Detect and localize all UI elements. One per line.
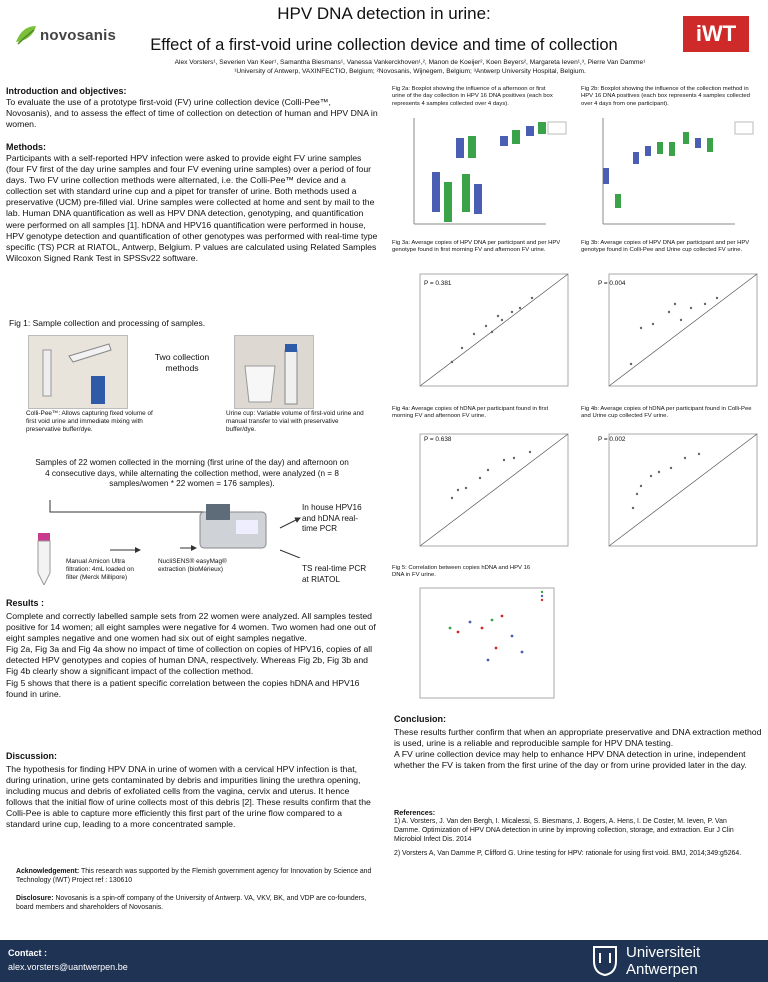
references-heading: References: bbox=[394, 808, 436, 817]
poster-title-line1: HPV DNA detection in urine: bbox=[277, 4, 491, 23]
fig3b-caption: Fig 3b: Average copies of HPV DNA per participant and per HPV genotype found in Colli-Pee and Urine cup collected FV urine. bbox=[581, 240, 750, 254]
author-list: Alex Vorsters¹, Severien Van Keer¹, Samantha Biesmans¹, Vanessa Vankerckhoven¹,², Manon de Koeijer², Koen Beyers², Margareta Ieven¹,³, Pierre Van Damme¹ bbox=[174, 59, 646, 66]
fig3b-pvalue: P = 0.004 bbox=[598, 280, 626, 287]
acknowledgement-text: This research was supported by the Flemish government agency for Innovation by Science and Technology (IWT) Project ref : 130610 bbox=[16, 868, 372, 884]
fig4b-caption: Fig 4b: Average copies of hDNA per participant found in Colli-Pee and Urine cup collected FV urine. bbox=[581, 406, 752, 420]
ts-pcr-label: TS real-time PCR at RIATOL bbox=[302, 564, 367, 584]
discussion-heading: Discussion: bbox=[6, 751, 58, 761]
reference-2: 2) Vorsters A, Van Damme P, Clifford G. Urine testing for HPV: rationale for using first void. BMJ, 2014;349:g5264. bbox=[394, 850, 742, 857]
nuclisens-label: NucliSENS® easyMag® extraction (bioMérieux) bbox=[158, 558, 227, 573]
fig5-scatter bbox=[392, 582, 570, 710]
collipee-photo bbox=[28, 335, 128, 409]
iwt-logo: iWT bbox=[683, 16, 749, 52]
intro-text: To evaluate the use of a prototype first-void (FV) urine collection device (Colli-Pee™, Novosanis), and to assess the effect of time of collection on detection of human and HPV DNA in women. bbox=[6, 97, 378, 130]
contact-label: Contact : bbox=[8, 948, 47, 958]
extraction-machine-image bbox=[196, 498, 270, 552]
affiliations: ¹University of Antwerp, VAXINFECTIO, Belgium; ²Novosanis, Wijnegem, Belgium; ³Antwerp University Hospital, Belgium. bbox=[234, 68, 586, 75]
two-methods-label: Two collection methods bbox=[154, 352, 210, 374]
fig5-caption: Fig 5: Correlation between copies hDNA and HPV 16 DNA in FV urine. bbox=[392, 565, 531, 579]
authors bbox=[150, 58, 670, 76]
discussion-text: The hypothesis for finding HPV DNA in urine of women with a cervical HPV infection is that, during urination, urine gets contaminated by debris and impurities lining the urethra opening, including mucus and debris of exfoliated cells from the vagina, cervix and uterus. It hence follows that the initial flow of urine collects most of this debris [2]. These results confirm that the Colli-Pee is able to capture more efficiently this first part of the urine flow compared to a standard urine cup, leading to a more concentrated sample. bbox=[6, 764, 371, 830]
collipee-note: Colli-Pee™: Allows capturing fixed volume of first void urine and immediate mixing with preservative buffer/dye. bbox=[26, 410, 153, 433]
fig2a-boxplot bbox=[392, 112, 570, 236]
process-flow-arrows bbox=[20, 488, 320, 558]
contact-email[interactable]: alex.vorsters@uantwerpen.be bbox=[8, 962, 128, 972]
fig4b-scatter bbox=[581, 428, 761, 562]
disclosure-text: Novosanis is a spin-off company of the University of Antwerp. VA, VKV, BK, and VDP are co-founders, board members and shareholders of Novosanis. bbox=[16, 895, 367, 911]
methods-text: Participants with a self-reported HPV infection were asked to provide eight FV urine samples (four FV first of the day urine samples and four FV evening urine samples) over a period of four days. Two FV urine collection methods were alternated, i.e. the Colli-Pee™ device and a collection set with standard urine cup and a pipet for transfer of urine. Both methods used a preservative (UCM) pre-filled vial. Urine samples were collected at home and sent by mail to the lab. Human DNA quantification as well as HPV DNA detection, genotyping, and quantification were performed on all samples [1]. hDNA and HPV16 quantification were performed in house, HPV genotype detection and quantification of other genotypes was performed with real-time type specific (TS) PCR at RIATOL, Antwerp, Belgium. P values are calculated using Related Samples Wilcoxon Signed Rank Test in SPSSv22 software. bbox=[6, 153, 378, 263]
fig3a-scatter bbox=[392, 268, 572, 402]
fig3a-caption: Fig 3a: Average copies of HPV DNA per participant and per HPV genotype found in first morning FV and afternoon FV urine. bbox=[392, 240, 561, 254]
methods-heading: Methods: bbox=[6, 142, 46, 152]
conclusion-heading: Conclusion: bbox=[394, 714, 446, 724]
footer-bar bbox=[0, 940, 768, 982]
university-name-line2: Antwerpen bbox=[626, 961, 698, 978]
fig2a-caption: Fig 2a: Boxplot showing the influence of a afternoon or first urine of the day collection in HPV 16 DNA positives (each box represents 4 samples collected over 4 days). bbox=[392, 86, 553, 107]
fig3b-scatter bbox=[581, 268, 761, 402]
intro-heading: Introduction and objectives: bbox=[6, 86, 127, 96]
amicon-label: Manual Amicon Ultra filtration: 4mL loaded on filter (Merck Millipore) bbox=[66, 558, 134, 581]
fig3a-pvalue: P = 0.381 bbox=[424, 280, 452, 287]
reference-1: 1) A. Vorsters, J. Van den Bergh, I. Micalessi, S. Biesmans, J. Bogers, A. Hens, I. De Coster, M. Ieven, P. Van Damme. Optimization of HPV DNA detection in urine by improving collection, storage, and extraction. Eur J Clin Microbiol Infect Dis. 2014 bbox=[394, 818, 734, 843]
results-heading: Results : bbox=[6, 598, 45, 608]
university-shield-icon bbox=[588, 943, 622, 977]
results-text: Complete and correctly labelled sample sets from 22 women were analyzed. All samples tested positive for 14 women; all eight samples were negative for 4 women. Two women had one out of eight samples negative and one women had six out of eight samples negative. Fig 2a, Fig 3a and Fig 4a show no impact of time of collection on copies of HPV16, copies of all detected HPV genotypes and copies of human DNA, respectively. Whereas Fig 2b, Fig 3b and Fig 4b clearly show a significant impact of the collection method. Fig 5 shows that there is a patient specific correlation between the copies hDNA and HPV16 found in urine. bbox=[6, 611, 376, 699]
poster-title-line2: Effect of a first-void urine collection device and time of collection bbox=[150, 36, 618, 54]
acknowledgement bbox=[16, 867, 376, 885]
university-name-line1: Universiteit bbox=[626, 944, 701, 961]
novosanis-logo-text: novosanis bbox=[40, 27, 116, 44]
university-antwerp-logo bbox=[588, 943, 758, 979]
inhouse-pcr-label: In house HPV16 and hDNA real-time PCR bbox=[302, 503, 362, 533]
fig4a-caption: Fig 4a: Average copies of hDNA per participant found in first morning FV and afternoon FV urine. bbox=[392, 406, 549, 420]
fig4b-pvalue: P = 0.002 bbox=[598, 436, 626, 443]
fig2b-boxplot bbox=[581, 112, 759, 236]
urinecup-note: Urine cup: Variable volume of first-void urine and manual transfer to vial with preservative buffer/dye. bbox=[226, 410, 364, 433]
samples-text: Samples of 22 women collected in the morning (first urine of the day) and afternoon on 4 consecutive days, while alternating the collection method, were analyzed (n = 8 samples/women * 22 women = 176 samples). bbox=[35, 458, 349, 488]
fig2b-caption: Fig 2b: Boxplot showing the influence of the collection method in HPV 16 DNA positives (each box represents 4 samples collected over 4 days from one participant). bbox=[581, 86, 750, 107]
acknowledgement-label: Acknowledgement: bbox=[16, 868, 80, 875]
conclusion-text: These results further confirm that when an appropriate preservative and DNA extraction method is used, urine is a reliable and reproducible sample for HPV DNA testing. A FV urine collection device may help to enhance HPV DNA detection in urine, independent whether the FV is taken from the first urine of the day or from urine provided later in the day. bbox=[394, 727, 762, 771]
fig4a-scatter bbox=[392, 428, 572, 562]
urinecup-photo bbox=[234, 335, 314, 409]
disclosure bbox=[16, 894, 376, 912]
fig4a-pvalue: P = 0.638 bbox=[424, 436, 452, 443]
fig1-caption: Fig 1: Sample collection and processing of samples. bbox=[9, 318, 206, 328]
tube-image bbox=[37, 533, 51, 585]
disclosure-label: Disclosure: bbox=[16, 895, 54, 902]
